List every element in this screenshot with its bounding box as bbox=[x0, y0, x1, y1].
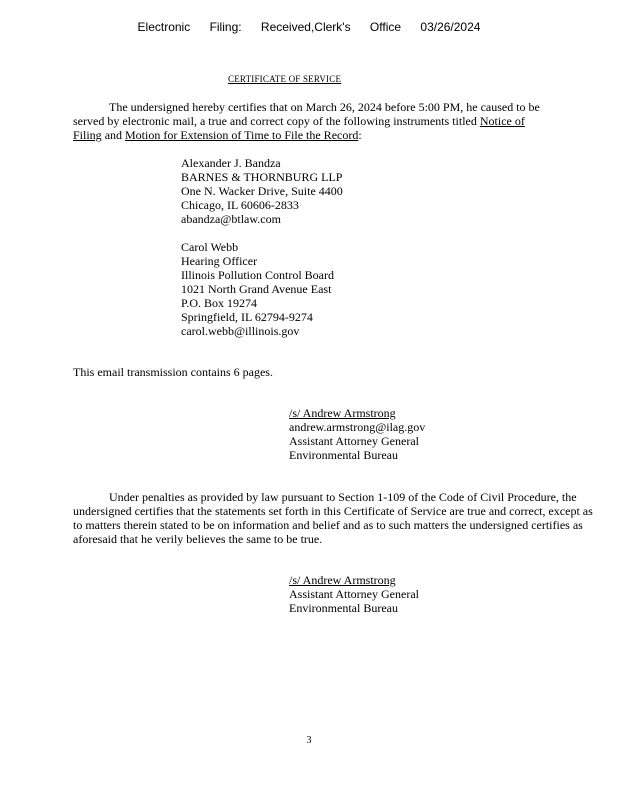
transmission-line bbox=[73, 365, 553, 379]
recipient-name: Alexander J. Bandza bbox=[181, 156, 281, 170]
recipient-street: 1021 North Grand Avenue East bbox=[181, 282, 332, 296]
transmission-text-b: pages. bbox=[239, 365, 273, 379]
recipient-bandza bbox=[181, 156, 343, 226]
signature-block-2 bbox=[289, 573, 419, 615]
certification-text-d: : bbox=[358, 128, 362, 142]
recipient-street: One N. Wacker Drive, Suite 4400 bbox=[181, 184, 343, 198]
certification-text-b: before 5:00 PM, he caused to be served by electronic mail, a true and correct copy of the following instruments titled bbox=[73, 100, 540, 128]
recipient-pobox: P.O. Box 19274 bbox=[181, 296, 258, 310]
signature: /s/ Andrew Armstrong bbox=[289, 406, 396, 420]
transmission-text-a: This email transmission contains bbox=[73, 365, 234, 379]
recipient-city: Springfield, IL 62794-9274 bbox=[181, 310, 313, 324]
recipient-org: Illinois Pollution Control Board bbox=[181, 268, 335, 282]
header-received: Received,Clerk's bbox=[260, 20, 351, 34]
certification-text-a: The undersigned hereby certifies that on bbox=[109, 100, 306, 114]
signer-title: Assistant Attorney General bbox=[289, 587, 419, 601]
page-number: 3 bbox=[306, 735, 312, 746]
recipient-name: Carol Webb bbox=[181, 240, 239, 254]
header-filing: Filing: bbox=[209, 20, 242, 34]
document-motion-extension: Motion for Extension of Time to File the Record bbox=[125, 128, 359, 142]
signer-bureau: Environmental Bureau bbox=[289, 601, 398, 615]
recipient-email: carol.webb@illinois.gov bbox=[181, 324, 300, 338]
recipient-city: Chicago, IL 60606-2833 bbox=[181, 198, 299, 212]
recipient-email: abandza@btlaw.com bbox=[181, 212, 281, 226]
recipient-title: Hearing Officer bbox=[181, 254, 258, 268]
recipient-webb bbox=[181, 240, 334, 338]
header-date: 03/26/2024 bbox=[420, 20, 481, 34]
header-electronic: Electronic bbox=[137, 20, 191, 34]
certification-text-c: and bbox=[101, 128, 126, 142]
signer-bureau: Environmental Bureau bbox=[289, 448, 398, 462]
certification-paragraph bbox=[73, 100, 553, 142]
transmission-page-count: 6 bbox=[233, 365, 240, 379]
header-office: Office bbox=[369, 20, 402, 34]
recipient-firm: BARNES & THORNBURG LLP bbox=[181, 170, 343, 184]
signer-title: Assistant Attorney General bbox=[289, 434, 419, 448]
signature: /s/ Andrew Armstrong bbox=[289, 573, 396, 587]
signer-email: andrew.armstrong@ilag.gov bbox=[289, 420, 426, 434]
filing-stamp-header bbox=[0, 20, 618, 34]
signature-block-1 bbox=[289, 406, 425, 462]
verification-paragraph: Under penalties as provided by law pursuant to Section 1-109 of the Code of Civil Procedure, the undersigned certifies that the statements set forth in this Certificate of Service are true and correct, except as to matters therein stated to be on information and belief and as to such matters the undersigned certifies as aforesaid that he verily believes the same to be true. bbox=[73, 490, 593, 546]
certificate-title: CERTIFICATE OF SERVICE bbox=[228, 74, 342, 84]
certification-date: March 26, 2024 bbox=[305, 100, 382, 114]
document-notice-of-filing: Notice of Filing bbox=[73, 114, 525, 142]
